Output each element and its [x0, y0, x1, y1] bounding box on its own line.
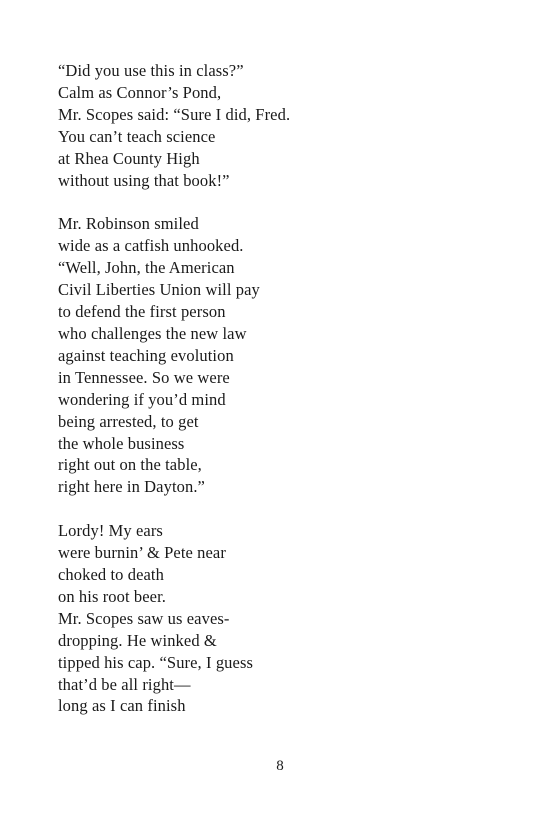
stanza-2 [58, 213, 518, 498]
poem-line: right out on the table, [58, 455, 202, 475]
poem-line: Civil Liberties Union will pay [58, 280, 260, 300]
poem-line: in Tennessee. So we were [58, 367, 230, 387]
poem-line: dropping. He winked & [58, 630, 217, 650]
poem-line: You can’t teach science [58, 126, 216, 146]
poem-line: long as I can finish [58, 696, 186, 716]
poem-line: right here in Dayton.” [58, 477, 205, 497]
poem-line: wide as a catfish unhooked. [58, 236, 244, 256]
poem-line: were burnin’ & Pete near [58, 543, 226, 563]
poem-line: “Did you use this in class?” [58, 61, 244, 80]
poem-line: against teaching evolution [58, 345, 234, 365]
stanza-1 [58, 60, 518, 191]
poem-line: at Rhea County High [58, 148, 200, 168]
poem-line: Mr. Scopes saw us eaves- [58, 608, 230, 628]
poem-line: Lordy! My ears [58, 521, 163, 541]
poem-line: on his root beer. [58, 586, 167, 606]
page-number: 8 [276, 758, 284, 774]
poem-line: being arrested, to get [58, 411, 199, 431]
poem-line: “Well, John, the American [58, 258, 235, 278]
poem-line: the whole business [58, 433, 185, 453]
poem-line: wondering if you’d mind [58, 389, 226, 409]
poem-body [58, 60, 518, 717]
poem-line: Mr. Scopes said: “Sure I did, Fred. [58, 104, 291, 124]
poem-line: without using that book!” [58, 170, 230, 190]
poem-line: tipped his cap. “Sure, I guess [58, 652, 253, 672]
poem-line: that’d be all right— [58, 674, 191, 694]
poem-line: to defend the first person [58, 302, 226, 322]
poem-line: Calm as Connor’s Pond, [58, 82, 222, 102]
stanza-3 [58, 520, 518, 717]
poem-line: Mr. Robinson smiled [58, 214, 199, 234]
poem-line: who challenges the new law [58, 323, 247, 343]
poem-line: choked to death [58, 565, 164, 585]
